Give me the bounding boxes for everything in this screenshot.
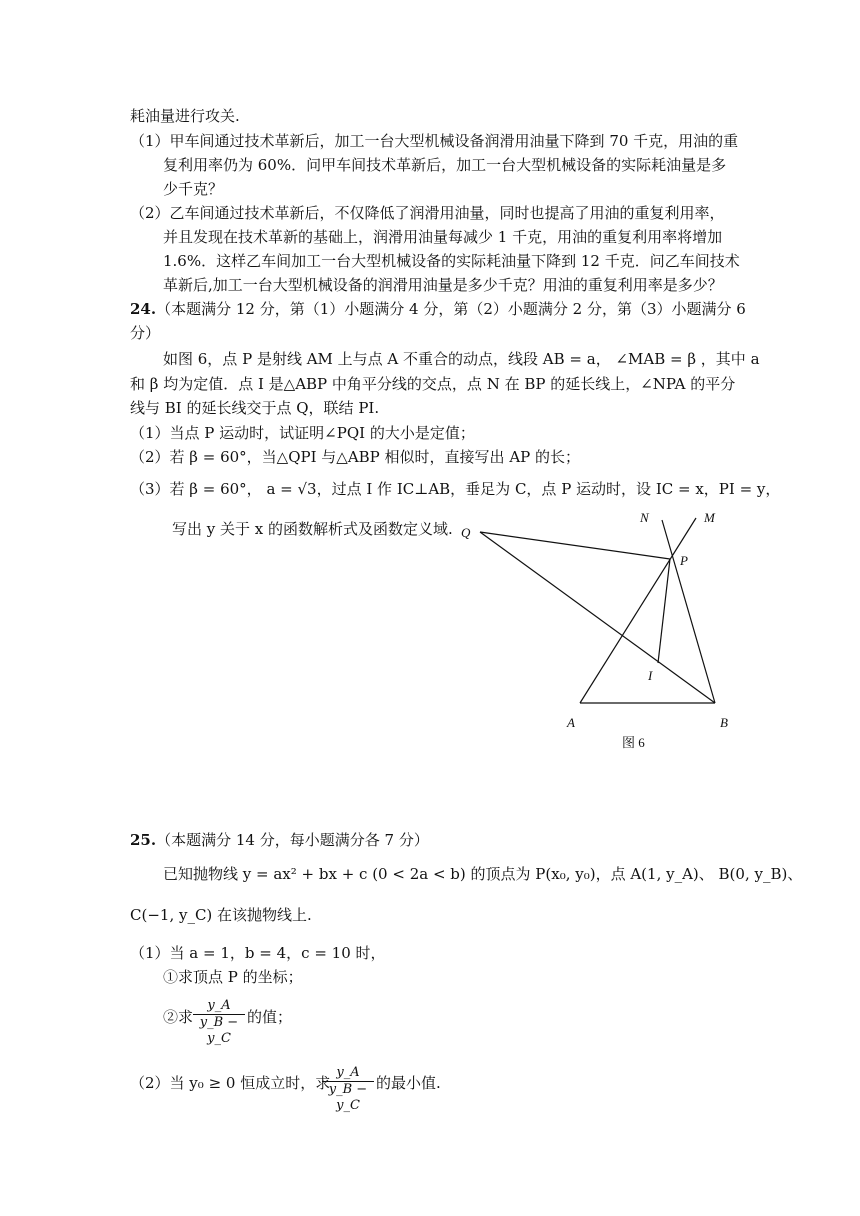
label-b: B [720,715,728,730]
q25-stem-line2: C(−1, y_C) 在该抛物线上. [130,906,312,924]
segment-qp [480,532,670,559]
q24-number: 24. [130,300,157,318]
q23-p1-line3: 少千克？ [163,180,224,198]
label-a: A [567,715,575,730]
q25-part2-pre: （2）当 y₀ ≥ 0 恒成立时，求 [130,1074,331,1092]
ray-am [580,518,696,703]
fraction-denominator: y_B − y_C [328,1082,368,1113]
figure-caption: 图 6 [622,735,645,750]
q25-part1-a: ①求顶点 P 的坐标； [163,968,303,986]
label-i: I [648,668,653,683]
fraction-ya-over-yb-minus-yc [193,998,245,1047]
q23-p2-line1: （2）乙车间通过技术革新后，不仅降低了润滑用油量，同时也提高了用油的重复利用率， [130,204,725,222]
q25-header: （本题满分 14 分，每小题满分各 7 分） [156,831,429,849]
q23-p2-line4: 革新后,加工一台大型机械设备的润滑用油量是多少千克？用油的重复利用率是多少？ [163,276,723,294]
q24-part2: （2）若 β = 60°，当△QPI 与△ABP 相似时，直接写出 AP 的长； [130,448,581,466]
q23-intro-tail: 耗油量进行攻关. [130,107,240,125]
label-m: M [704,510,715,525]
label-n: N [640,510,649,525]
fraction-numerator: y_A [336,1065,360,1080]
q24-part3-cont: 写出 y 关于 x 的函数解析式及函数定义域. [172,520,453,538]
q24-stem-line2: 和 β 均为定值．点 I 是△ABP 中角平分线的交点，点 N 在 BP 的延长线上，∠NPA 的平分 [130,375,736,393]
line-bn [662,520,715,703]
q24-part3: （3）若 β = 60°， a = √3，过点 I 作 IC⊥AB，垂足为 C，点 P 运动时，设 IC = x，PI = y， [130,480,781,498]
q24-header-cont: 分） [130,324,161,342]
fraction-numerator: y_A [207,998,231,1013]
q23-p2-line3: 1.6%．这样乙车间加工一台大型机械设备的实际耗油量下降到 12 千克．问乙车间技术 [163,252,740,270]
fraction-denominator: y_B − y_C [199,1015,239,1046]
q25-number: 25. [130,831,157,849]
figure-6 [450,505,750,755]
q24-stem-line1: 如图 6，点 P 是射线 AM 上与点 A 不重合的动点，线段 AB = a， ∠MAB = β ，其中 a [163,350,760,368]
q24-header: （本题满分 12 分，第（1）小题满分 4 分，第（2）小题满分 2 分，第（3）小题满分 6 [156,300,746,318]
q24-part1: （1）当点 P 运动时，试证明∠PQI 的大小是定值； [130,424,475,442]
label-q: Q [461,525,471,540]
q23-p2-line2: 并且发现在技术革新的基础上，润滑用油量每减少 1 千克，用油的重复利用率将增加 [163,228,723,246]
fraction-ya-over-yb-minus-yc-2 [322,1065,374,1114]
q25-part1-b-pre: ②求 [163,1008,194,1026]
q25-part2-post: 的最小值. [376,1074,441,1092]
q23-p1-line2: 复利用率仍为 60%．问甲车间技术革新后，加工一台大型机械设备的实际耗油量是多 [163,156,727,174]
label-p: P [680,553,688,568]
q25-stem-line1: 已知抛物线 y = ax² + bx + c (0 < 2a < b) 的顶点为 P(x₀, y₀)，点 A(1, y_A)、 B(0, y_B)、 [163,865,803,883]
q24-stem-line3: 线与 BI 的延长线交于点 Q，联结 PI. [130,399,380,417]
q25-part1-b-post: 的值； [247,1008,293,1026]
q25-part1-head: （1）当 a = 1，b = 4，c = 10 时， [130,944,386,962]
segment-pi [658,559,670,663]
q23-p1-line1: （1）甲车间通过技术革新后，加工一台大型机械设备润滑用油量下降到 70 千克，用油的重 [130,132,739,150]
